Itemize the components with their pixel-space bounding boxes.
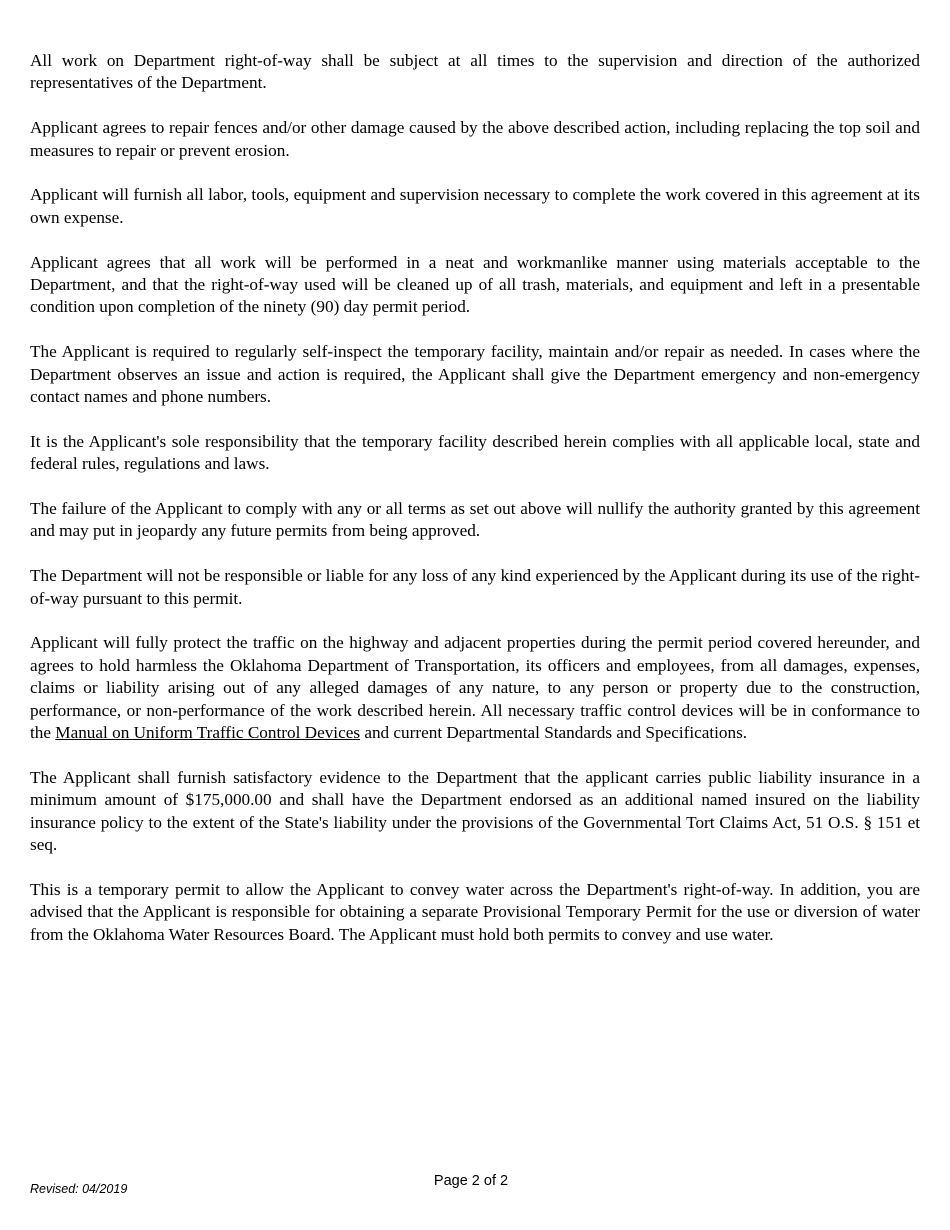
page-number: Page 2 of 2 (433, 1173, 509, 1189)
paragraph-insurance: The Applicant shall furnish satisfactory evidence to the Department that the applicant carries public liability insurance in a minimum amount of $175,000.00 and shall have the Department endorsed as an additional named insured on the liability insurance policy to the extent of the State's liability under the provisions of the Governmental Tort Claims Act, 51 O.S. § 151 et seq. (30, 767, 920, 855)
paragraph-failure-to-comply: The failure of the Applicant to comply with any or all terms as set out above will nullify the authority granted by this agreement and may put in jeopardy any future permits from being approved. (30, 499, 920, 541)
paragraph-liability: The Department will not be responsible or liable for any loss of any kind experienced by the Applicant during its use of the right-of-way pursuant to this permit. (30, 566, 920, 608)
paragraph-traffic-protection (30, 632, 920, 744)
mutcd-link[interactable]: Manual on Uniform Traffic Control Devices (55, 723, 361, 743)
paragraph-workmanlike: Applicant agrees that all work will be performed in a neat and workmanlike manner using materials acceptable to the Department, and that the right-of-way used will be cleaned up of all trash, materials, and equipment and left in a presentable condition upon completion of the ninety (90) day permit period. (30, 252, 920, 317)
document-body (30, 50, 920, 968)
traffic-text-after: and current Departmental Standards and Specifications. (360, 723, 748, 743)
paragraph-supervision: All work on Department right-of-way shall be subject at all times to the supervision and direction of the authorized representatives of the Department. (30, 51, 920, 93)
paragraph-water-permit: This is a temporary permit to allow the Applicant to convey water across the Department's right-of-way. In addition, you are advised that the Applicant is responsible for obtaining a separate Provisional Temporary Permit for the use or diversion of water from the Oklahoma Water Resources Board. The Applicant must hold both permits to convey and use water. (30, 879, 920, 944)
paragraph-labor-tools: Applicant will furnish all labor, tools, equipment and supervision necessary to complete the work covered in this agreement at its own expense. (30, 185, 920, 227)
paragraph-compliance: It is the Applicant's sole responsibility that the temporary facility described herein complies with all applicable local, state and federal rules, regulations and laws. (30, 431, 920, 474)
paragraph-self-inspect: The Applicant is required to regularly self-inspect the temporary facility, maintain and/or repair as needed. In cases where the Department observes an issue and action is required, the Applicant shall give the Department emergency and non-emergency contact names and phone numbers. (30, 342, 920, 407)
traffic-text-before: Applicant will fully protect the traffic on the highway and adjacent properties during the permit period covered hereunder, and agrees to hold harmless the Oklahoma Department of Transportation, its officers and employees, from all damages, expenses, claims or liability arising out of any alleged damages of any nature, to any person or property due to the construction, performance, or non-performance of the work described herein. All necessary traffic control devices will be in conformance to the (30, 633, 920, 743)
revised-date: Revised: 04/2019 (30, 1182, 128, 1196)
paragraph-repair-damage: Applicant agrees to repair fences and/or other damage caused by the above described action, including replacing the top soil and measures to repair or prevent erosion. (30, 118, 920, 160)
